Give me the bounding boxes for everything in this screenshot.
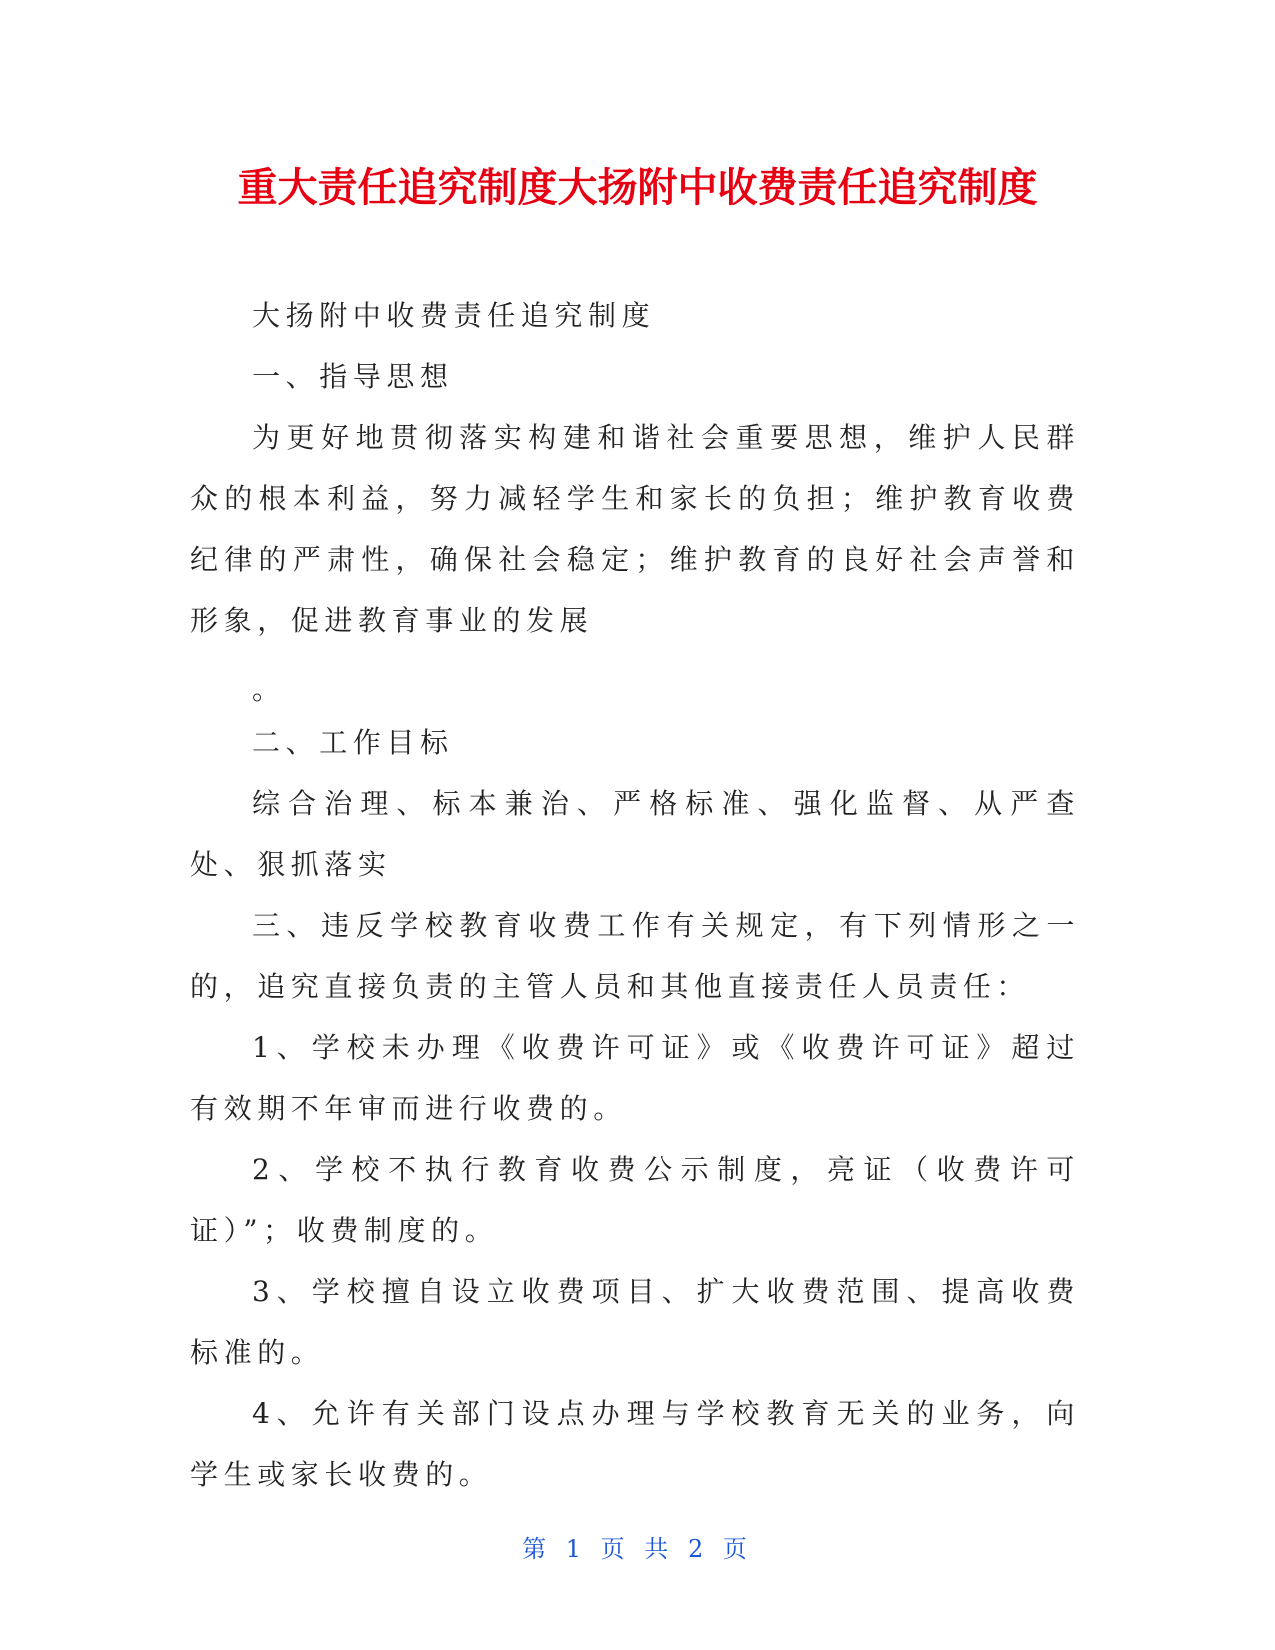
paragraph-heading-1: 一、指导思想 (252, 360, 454, 393)
paragraph-item-1: 1、学校未办理《收费许可证》或《收费许可证》超过有效期不年审而进行收费的。 (190, 1031, 1080, 1125)
paragraph-period: 。 (252, 673, 286, 706)
document-body (190, 285, 1080, 1505)
paragraph-heading-3: 三、违反学校教育收费工作有关规定，有下列情形之一的，追究直接负责的主管人员和其他直接责任人员责任： (190, 909, 1080, 1003)
paragraph-item-3: 3、学校擅自设立收费项目、扩大收费范围、提高收费标准的。 (190, 1275, 1080, 1369)
paragraph-item-2: 2、学校不执行教育收费公示制度，亮证（收费许可证）”；收费制度的。 (190, 1153, 1080, 1247)
paragraph-heading-2: 二、工作目标 (252, 726, 454, 759)
paragraph-item-4: 4、允许有关部门设点办理与学校教育无关的业务，向学生或家长收费的。 (190, 1397, 1080, 1491)
paragraph-work-goal: 综合治理、标本兼治、严格标准、强化监督、从严查处、狠抓落实 (190, 787, 1080, 881)
paragraph-guiding-thought: 为更好地贯彻落实构建和谐社会重要思想，维护人民群众的根本利益，努力减轻学生和家长的负担；维护教育收费纪律的严肃性，确保社会稳定；维护教育的良好社会声誉和形象，促进教育事业的发展 (190, 421, 1080, 637)
paragraph-subtitle: 大扬附中收费责任追究制度 (252, 299, 656, 332)
page-number-footer: 第 1 页 共 2 页 (522, 1535, 753, 1563)
document-title: 重大责任追究制度大扬附中收费责任追究制度 (237, 165, 1038, 211)
